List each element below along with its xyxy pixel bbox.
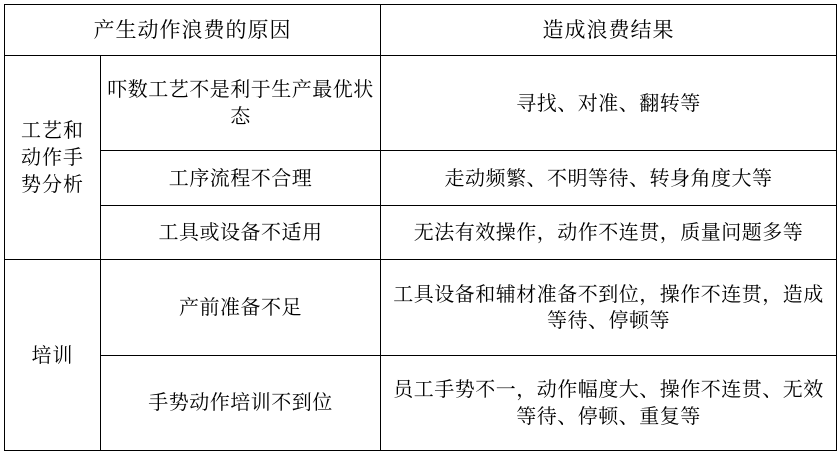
header-cause: 产生动作浪费的原因 — [5, 5, 381, 56]
cause-cell: 工序流程不合理 — [101, 151, 381, 206]
table-row — [5, 205, 837, 260]
result-cell: 寻找、对准、翻转等 — [381, 56, 837, 151]
result-cell: 走动频繁、不明等待、转身角度大等 — [381, 151, 837, 206]
table-row — [5, 56, 837, 151]
category-cell-process: 工艺和动作手势分析 — [5, 56, 101, 260]
table-row — [5, 260, 837, 355]
header-result: 造成浪费结果 — [381, 5, 837, 56]
table-row — [5, 151, 837, 206]
result-cell: 无法有效操作，动作不连贯，质量问题多等 — [381, 205, 837, 260]
cause-cell: 产前准备不足 — [101, 260, 381, 355]
cause-cell: 手势动作培训不到位 — [101, 355, 381, 450]
cause-cell: 吓数工艺不是利于生产最优状态 — [101, 56, 381, 151]
result-cell: 员工手势不一，动作幅度大、操作不连贯、无效等待、停顿、重复等 — [381, 355, 837, 450]
waste-analysis-table — [4, 4, 837, 451]
table-header — [5, 5, 837, 56]
category-cell-training: 培训 — [5, 260, 101, 451]
table-row — [5, 355, 837, 450]
result-cell: 工具设备和辅材准备不到位，操作不连贯，造成等待、停顿等 — [381, 260, 837, 355]
table-header-row — [5, 5, 837, 56]
cause-cell: 工具或设备不适用 — [101, 205, 381, 260]
table-body — [5, 56, 837, 451]
